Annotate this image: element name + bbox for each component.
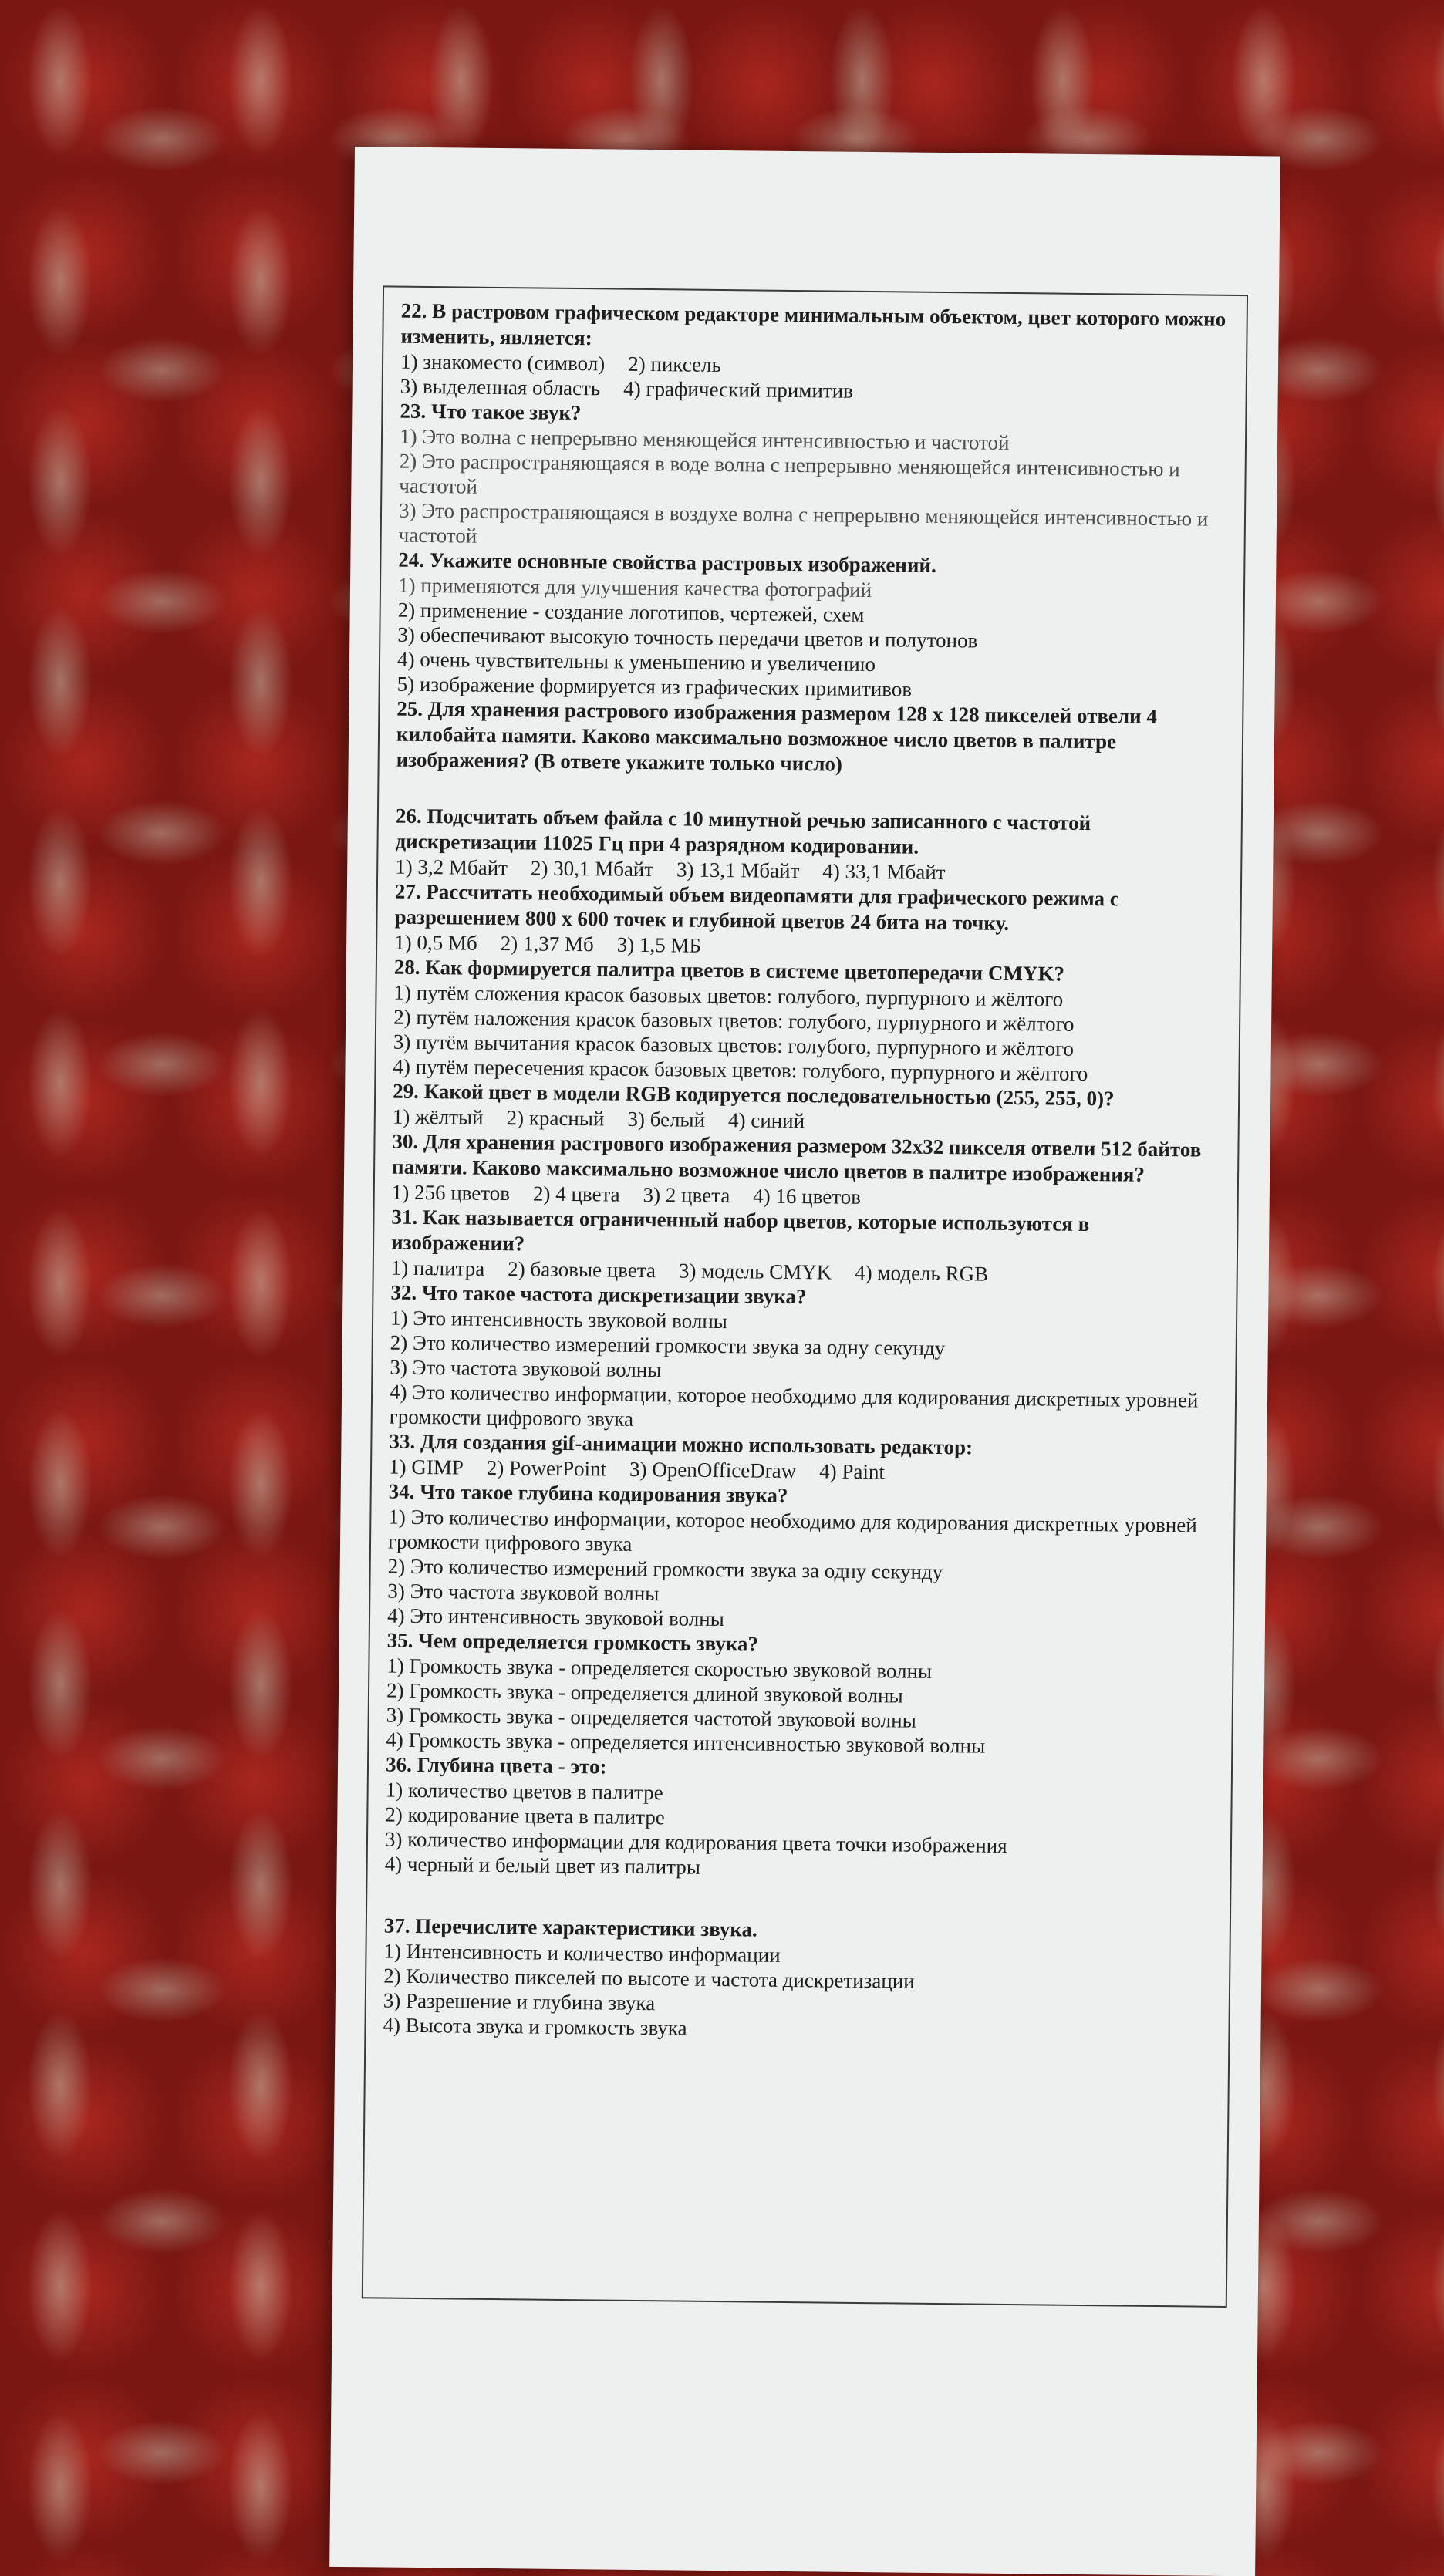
question-title: 22. В растровом графическом редакторе минимальным объектом, цвет которого можно изменить, является:	[400, 298, 1226, 350]
question-title: 33. Для создания gif-анимации можно использовать редактор:	[389, 1429, 973, 1459]
option: 2) пиксель	[628, 352, 722, 376]
option: 1) 3,2 Мбайт	[395, 855, 508, 880]
option: 2) 1,37 Мб	[500, 932, 594, 956]
question-37	[383, 1913, 1213, 2046]
question-31	[391, 1205, 1220, 1289]
option: 4) очень чувствительны к уменьшению и увеличению	[396, 647, 876, 676]
option: 3) 2 цвета	[643, 1182, 730, 1208]
option: 2) Громкость звука - определяется длиной звуковой волны	[386, 1678, 903, 1708]
question-29	[393, 1079, 1222, 1138]
question-34	[387, 1479, 1217, 1637]
paper-sheet	[329, 147, 1280, 2576]
option: 4) черный и белый цвет из палитры	[384, 1852, 701, 1879]
option: 3) количество информации для кодирования цвета точки изображения	[384, 1827, 1007, 1857]
option: 1) путём сложения красок базовых цветов: голубого, пурпурного и жёлтого	[393, 980, 1064, 1011]
question-title: 29. Какой цвет в модели RGB кодируется последовательностью (255, 255, 0)?	[393, 1079, 1115, 1111]
option: 3) 13,1 Мбайт	[676, 858, 800, 883]
option: 1) Это волна с непрерывно меняющейся интенсивностью и частотой	[399, 424, 1010, 454]
option: 4) графический примитив	[623, 376, 854, 403]
question-title: 34. Что такое глубина кодирования звука?	[388, 1479, 788, 1507]
question-30	[392, 1129, 1221, 1213]
option: 4) Paint	[819, 1459, 886, 1484]
option: 4) 16 цветов	[753, 1184, 862, 1209]
question-title: 35. Чем определяется громкость звука?	[386, 1628, 759, 1656]
option: 1) палитра	[390, 1256, 485, 1280]
option: 1) Это количество информации, которое необходимо для кодирования дискретных уровней громкости цифрового звука	[387, 1505, 1197, 1556]
option: 4) Высота звука и громкость звука	[383, 2013, 687, 2040]
option: 1) применяются для улучшения качества фотографий	[397, 573, 872, 602]
option: 4) Это количество информации, которое необходимо для кодирования дискретных уровней громкости цифрового звука	[389, 1380, 1199, 1431]
question-title: 25. Для хранения растрового изображения размером 128 x 128 пикселей отвели 4 килобайта памяти. Каково максимально возможное число цветов в палитре изображения? (В ответе укажите только число)	[396, 696, 1158, 776]
option: 1) 0,5 Мб	[394, 930, 477, 955]
question-title: 27. Рассчитать необходимый объем видеопамяти для графического режима с разрешением 800 х 600 точек и глубиной цветов 24 бита на точку.	[394, 879, 1120, 935]
option: 1) GIMP	[388, 1455, 464, 1479]
option: 1) знакоместо (символ)	[400, 349, 606, 376]
option: 4) Громкость звука - определяется интенсивностью звуковой волны	[386, 1728, 986, 1758]
question-title: 26. Подсчитать объем файла с 10 минутной речью записанного с частотой дискретизации 11025 Гц при 4 разрядном кодировании.	[395, 804, 1091, 858]
question-title: 37. Перечислите характеристики звука.	[383, 1913, 757, 1941]
option: 2) Это количество измерений громкости звука за одну секунду	[387, 1554, 943, 1584]
option: 3) выделенная область	[400, 374, 601, 400]
option: 2) красный	[506, 1106, 605, 1131]
option: 4) Это интенсивность звуковой волны	[386, 1603, 725, 1631]
question-24	[397, 548, 1227, 705]
option: 3) белый	[627, 1107, 706, 1131]
option: 3) модель CMYK	[678, 1259, 832, 1284]
option: 2) базовые цвета	[508, 1257, 656, 1283]
option: 3) путём вычитания красок базовых цветов: голубого, пурпурного и жёлтого	[393, 1030, 1075, 1060]
option: 3) обеспечивают высокую точность передачи цветов и полутонов	[397, 622, 978, 652]
question-title: 30. Для хранения растрового изображения размером 32x32 пикселя отвели 512 байтов памяти. Каково максимально возможное число цветов в палитре изображения?	[391, 1129, 1202, 1186]
option: 2) 4 цвета	[532, 1182, 620, 1206]
question-title: 28. Как формируется палитра цветов в системе цветопередачи CMYK?	[393, 955, 1065, 986]
option: 3) Это частота звуковой волны	[390, 1355, 662, 1382]
option: 1) количество цветов в палитре	[385, 1778, 663, 1805]
question-27	[394, 879, 1223, 963]
option: 1) Это интенсивность звуковой волны	[390, 1306, 728, 1334]
option: 2) 30,1 Мбайт	[530, 856, 654, 882]
question-23	[399, 399, 1229, 556]
question-33	[389, 1429, 1218, 1488]
question-title: 36. Глубина цвета - это:	[385, 1752, 607, 1779]
option: 1) 256 цветов	[391, 1180, 511, 1205]
option: 4) синий	[727, 1108, 805, 1133]
question-25	[396, 696, 1225, 812]
option: 2) применение - создание логотипов, чертежей, схем	[397, 598, 865, 626]
question-title: 32. Что такое частота дискретизации звука?	[390, 1280, 807, 1309]
option: 2) PowerPoint	[486, 1455, 607, 1481]
question-32	[390, 1280, 1220, 1438]
option: 1) Громкость звука - определяется скоростью звуковой волны	[386, 1654, 933, 1683]
question-title: 23. Что такое звук?	[400, 399, 582, 425]
option: 2) Это количество измерений громкости звука за одну секунду	[390, 1330, 946, 1360]
option: 2) Это распространяющаяся в воде волна с непрерывно меняющейся интенсивностью и частотой	[399, 449, 1180, 498]
question-28	[393, 955, 1223, 1087]
question-36	[385, 1752, 1215, 1885]
question-22	[400, 298, 1230, 407]
option: 3) OpenOfficeDraw	[629, 1457, 797, 1483]
option: 3) Это распространяющаяся в воздухе волна с непрерывно меняющейся интенсивностью и частотой	[398, 498, 1209, 548]
option: 1) жёлтый	[392, 1104, 484, 1129]
option: 2) Количество пикселей по высоте и частота дискретизации	[383, 1964, 915, 1993]
option: 5) изображение формируется из графических примитивов	[396, 672, 913, 701]
question-title: 31. Как называется ограниченный набор цветов, которые используются в изображении?	[390, 1205, 1090, 1256]
option: 4) модель RGB	[855, 1260, 989, 1286]
option: 4) путём пересечения красок базовых цветов: голубого, пурпурного и жёлтого	[393, 1054, 1088, 1086]
option: 3) Это частота звуковой волны	[387, 1579, 660, 1606]
option: 2) кодирование цвета в палитре	[385, 1802, 665, 1829]
question-title: 24. Укажите основные свойства растровых изображений.	[398, 548, 936, 577]
test-questions-frame	[362, 285, 1248, 2308]
question-35	[386, 1628, 1216, 1761]
option: 1) Интенсивность и количество информации	[383, 1939, 781, 1967]
question-26	[395, 804, 1224, 888]
option: 4) 33,1 Мбайт	[822, 859, 946, 885]
option: 3) 1,5 МБ	[616, 932, 702, 957]
option: 3) Громкость звука - определяется частотой звуковой волны	[386, 1703, 916, 1732]
option: 2) путём наложения красок базовых цветов: голубого, пурпурного и жёлтого	[393, 1005, 1075, 1036]
option: 3) Разрешение и глубина звука	[383, 1988, 656, 2015]
